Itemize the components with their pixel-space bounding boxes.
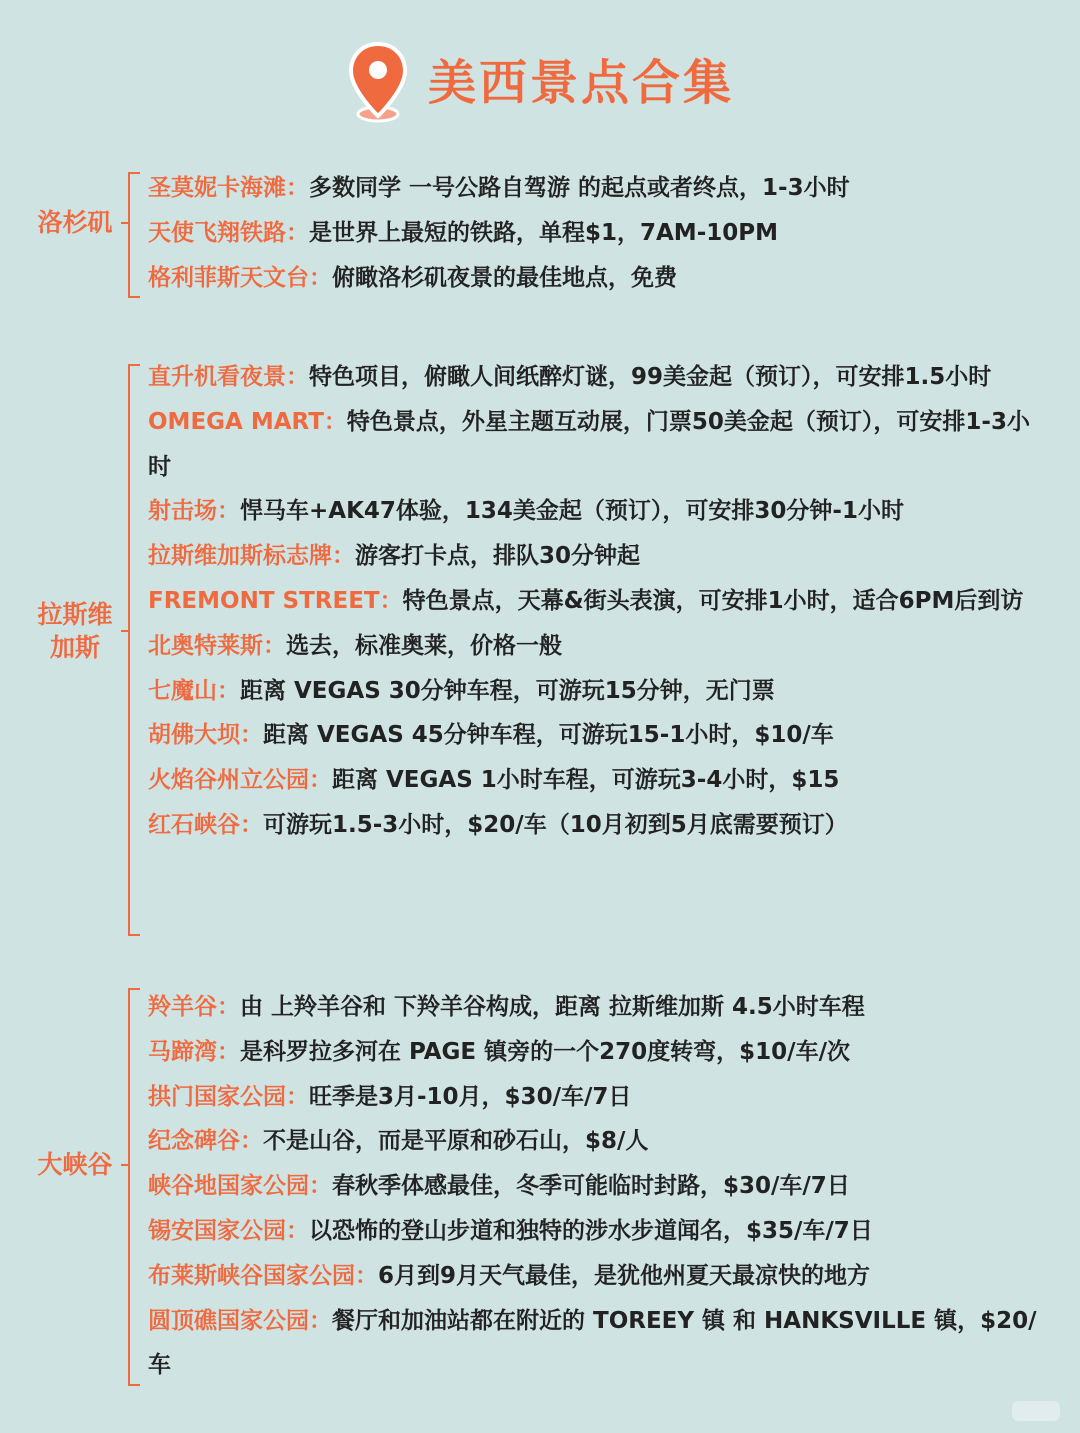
list-item: 锡安国家公园：以恐怖的登山步道和独特的涉水步道闻名，$35/车/7日 — [148, 1217, 873, 1244]
page-header — [0, 40, 1080, 126]
list-item: 拱门国家公园：旺季是3月-10月，$30/车/7日 — [148, 1083, 632, 1110]
list-item: 马蹄湾：是科罗拉多河在 PAGE 镇旁的一个270度转弯，$10/车/次 — [148, 1038, 850, 1065]
list-item: 胡佛大坝：距离 VEGAS 45分钟车程，可游玩15-1小时，$10/车 — [148, 722, 834, 749]
list-item: 纪念碑谷：不是山谷，而是平原和砂石山，$8/人 — [148, 1128, 649, 1155]
list-item: 火焰谷州立公园：距离 VEGAS 1小时车程，可游玩3-4小时，$15 — [148, 767, 840, 794]
list-item: 格利菲斯天文台：俯瞰洛杉矶夜景的最佳地点，免费 — [148, 264, 677, 291]
list-item: 红石峡谷：可游玩1.5-3小时，$20/车（10月初到5月底需要预订） — [148, 811, 848, 838]
region-label: 大峡谷 — [37, 1150, 113, 1179]
list-item: 北奥特莱斯：选去，标准奥莱，价格一般 — [148, 632, 562, 659]
list-item: 射击场：悍马车+AK47体验，134美金起（预订），可安排30分钟-1小时 — [148, 498, 904, 525]
map-pin-icon — [346, 40, 410, 126]
list-item: 圣莫妮卡海滩：多数同学 一号公路自驾游 的起点或者终点，1-3小时 — [148, 175, 850, 201]
region-label: 洛杉矶 — [37, 208, 113, 237]
attraction-list — [148, 985, 1048, 1388]
list-item: OMEGA MART：特色景点，外星主题互动展，门票50美金起（预订），可安排1-3小时 — [148, 408, 1030, 480]
list-item: 羚羊谷：由 上羚羊谷和 下羚羊谷构成，距离 拉斯维加斯 4.5小时车程 — [148, 994, 865, 1020]
region-label: 拉斯维 加斯 — [37, 600, 113, 662]
attraction-list — [148, 166, 1048, 300]
list-item: 布莱斯峡谷国家公园：6月到9月天气最佳，是犹他州夏天最凉快的地方 — [148, 1262, 871, 1289]
section-bracket — [128, 172, 140, 298]
list-item: 圆顶礁国家公园：餐厅和加油站都在附近的 TOREEY 镇 和 HANKSVILLE 镇，$20/车 — [148, 1307, 1037, 1379]
attraction-list — [148, 355, 1048, 848]
page-title: 美西景点合集 — [427, 55, 734, 111]
section-bracket — [128, 364, 140, 936]
list-item: 直升机看夜景：特色项目，俯瞰人间纸醉灯谜，99美金起（预订），可安排1.5小时 — [148, 364, 992, 390]
list-item: 七魔山：距离 VEGAS 30分钟车程，可游玩15分钟，无门票 — [148, 677, 775, 704]
list-item: FREMONT STREET：特色景点，天幕&街头表演，可安排1小时，适合6PM后到访 — [148, 587, 1024, 614]
list-item: 拉斯维加斯标志牌：游客打卡点，排队30分钟起 — [148, 543, 641, 570]
watermark-badge — [1012, 1401, 1060, 1421]
list-item: 天使飞翔铁路：是世界上最短的铁路，单程$1，7AM-10PM — [148, 219, 778, 246]
section-bracket — [128, 988, 140, 1386]
list-item: 峡谷地国家公园：春秋季体感最佳，冬季可能临时封路，$30/车/7日 — [148, 1173, 850, 1200]
